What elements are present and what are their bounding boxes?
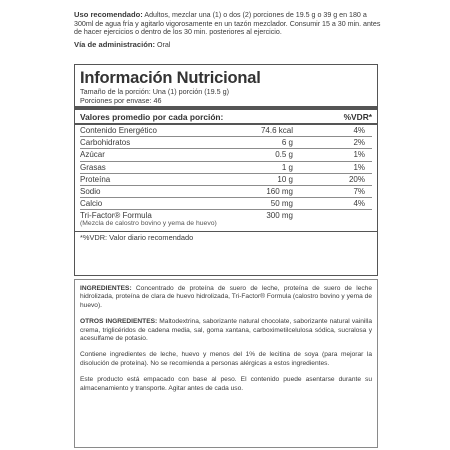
nutrient-row	[80, 137, 372, 149]
nutrient-name: Proteína	[80, 174, 111, 184]
usage-heading: Uso recomendado:	[74, 10, 143, 19]
trifactor-description: (Mezcla de calostro bovino y yema de huevo)	[80, 220, 217, 228]
nutrient-amount: 74.6 kcal	[260, 126, 293, 136]
serving-size: Tamaño de la porción: Una (1) porción (19.5 g)	[80, 87, 230, 96]
average-values-label: Valores promedio por cada porción:	[80, 112, 224, 122]
nutrient-amount: 1 g	[281, 162, 293, 172]
ingredients-panel	[74, 279, 378, 448]
vdr-header: %VDR*	[343, 112, 372, 122]
nutrient-vdr: 20%	[348, 174, 365, 184]
nutrient-name: Contenido Energético	[80, 126, 157, 136]
admin-heading: Vía de administración:	[74, 39, 156, 49]
nutrient-row	[80, 186, 372, 198]
nutrient-amount: 0.5 g	[275, 150, 293, 160]
nutrient-vdr: 4%	[353, 126, 365, 136]
average-values-header	[80, 111, 372, 123]
admin-text: Oral	[155, 40, 171, 49]
nutrient-name: Azúcar	[80, 150, 105, 160]
trifactor-name: Tri-Factor® Formula	[80, 210, 152, 220]
nutrition-facts-panel	[74, 64, 378, 276]
vdr-footnote: *%VDR: Valor diario recomendado	[80, 232, 194, 242]
nutrient-row	[80, 149, 372, 161]
other-ingredients-text: Maltodextrina, saborizante natural chocolate, saborizante natural vainilla crema, triglicéridos de cadena media, sal, goma xantana, carboximetilcelulosa sódica, sucralosa y acesulfame de potasio.	[80, 318, 372, 343]
nutrient-amount: 50 mg	[270, 199, 293, 209]
nutrient-vdr: 4%	[353, 199, 365, 209]
admin-paragraph	[74, 41, 382, 50]
nutrient-row	[80, 174, 372, 186]
nutrient-amount: 160 mg	[266, 187, 293, 197]
nutrient-row	[80, 198, 372, 210]
nutrient-name: Sodio	[80, 187, 101, 197]
nutrient-name: Carbohidratos	[80, 138, 131, 148]
nutrient-vdr: 2%	[353, 138, 365, 148]
packing-note: Este producto está empacado con base al peso. El contenido puede asentarse durante su almacenamiento y transporte. Agitar antes de cada uso.	[80, 376, 372, 392]
trifactor-row	[80, 210, 372, 220]
nutrition-title: Información Nutricional	[80, 69, 261, 87]
nutrient-vdr: 1%	[353, 162, 365, 172]
nutrient-row	[80, 162, 372, 174]
nutrient-vdr: 7%	[353, 187, 365, 197]
nutrient-amount: 10 g	[277, 174, 293, 184]
nutrient-row	[80, 125, 372, 137]
other-ingredients-label: OTROS INGREDIENTES:	[80, 318, 158, 326]
other-ingredients-paragraph	[80, 318, 372, 343]
nutrient-vdr: 1%	[353, 150, 365, 160]
servings-per-container: Porciones por envase: 46	[80, 96, 162, 105]
allergen-note: Contiene ingredientes de leche, huevo y menos del 1% de lecitina de soya (para mejorar la disolución de proteína). No se recomienda a personas alérgicas a estos ingredientes.	[80, 351, 372, 367]
usage-text: Adultos, mezclar una (1) o dos (2) porciones de 19.5 g o 39 g en 180 a 300ml de agua fría y agitarlo vigorosamente en un tazón mezclador. Consumir 15 a 30 min. antes de hacer ejercicios o dentro de los 30 min. posteriores al ejercicio.	[74, 11, 381, 37]
thick-divider	[75, 106, 377, 110]
usage-section	[74, 11, 382, 49]
trifactor-amount: 300 mg	[266, 210, 293, 220]
nutrient-name: Calcio	[80, 199, 103, 209]
ingredients-paragraph	[80, 285, 372, 310]
usage-paragraph	[74, 11, 382, 37]
nutrient-name: Grasas	[80, 162, 106, 172]
nutrient-amount: 6 g	[281, 138, 293, 148]
ingredients-label: INGREDIENTES:	[80, 285, 132, 292]
ingredients-text: Concentrado de proteína de suero de leche, proteína de suero de leche hidrolizada, proteína de clara de huevo hidrolizada, Tri-Factor® Formula (calostro bovino y yema de huevo).	[80, 285, 372, 309]
